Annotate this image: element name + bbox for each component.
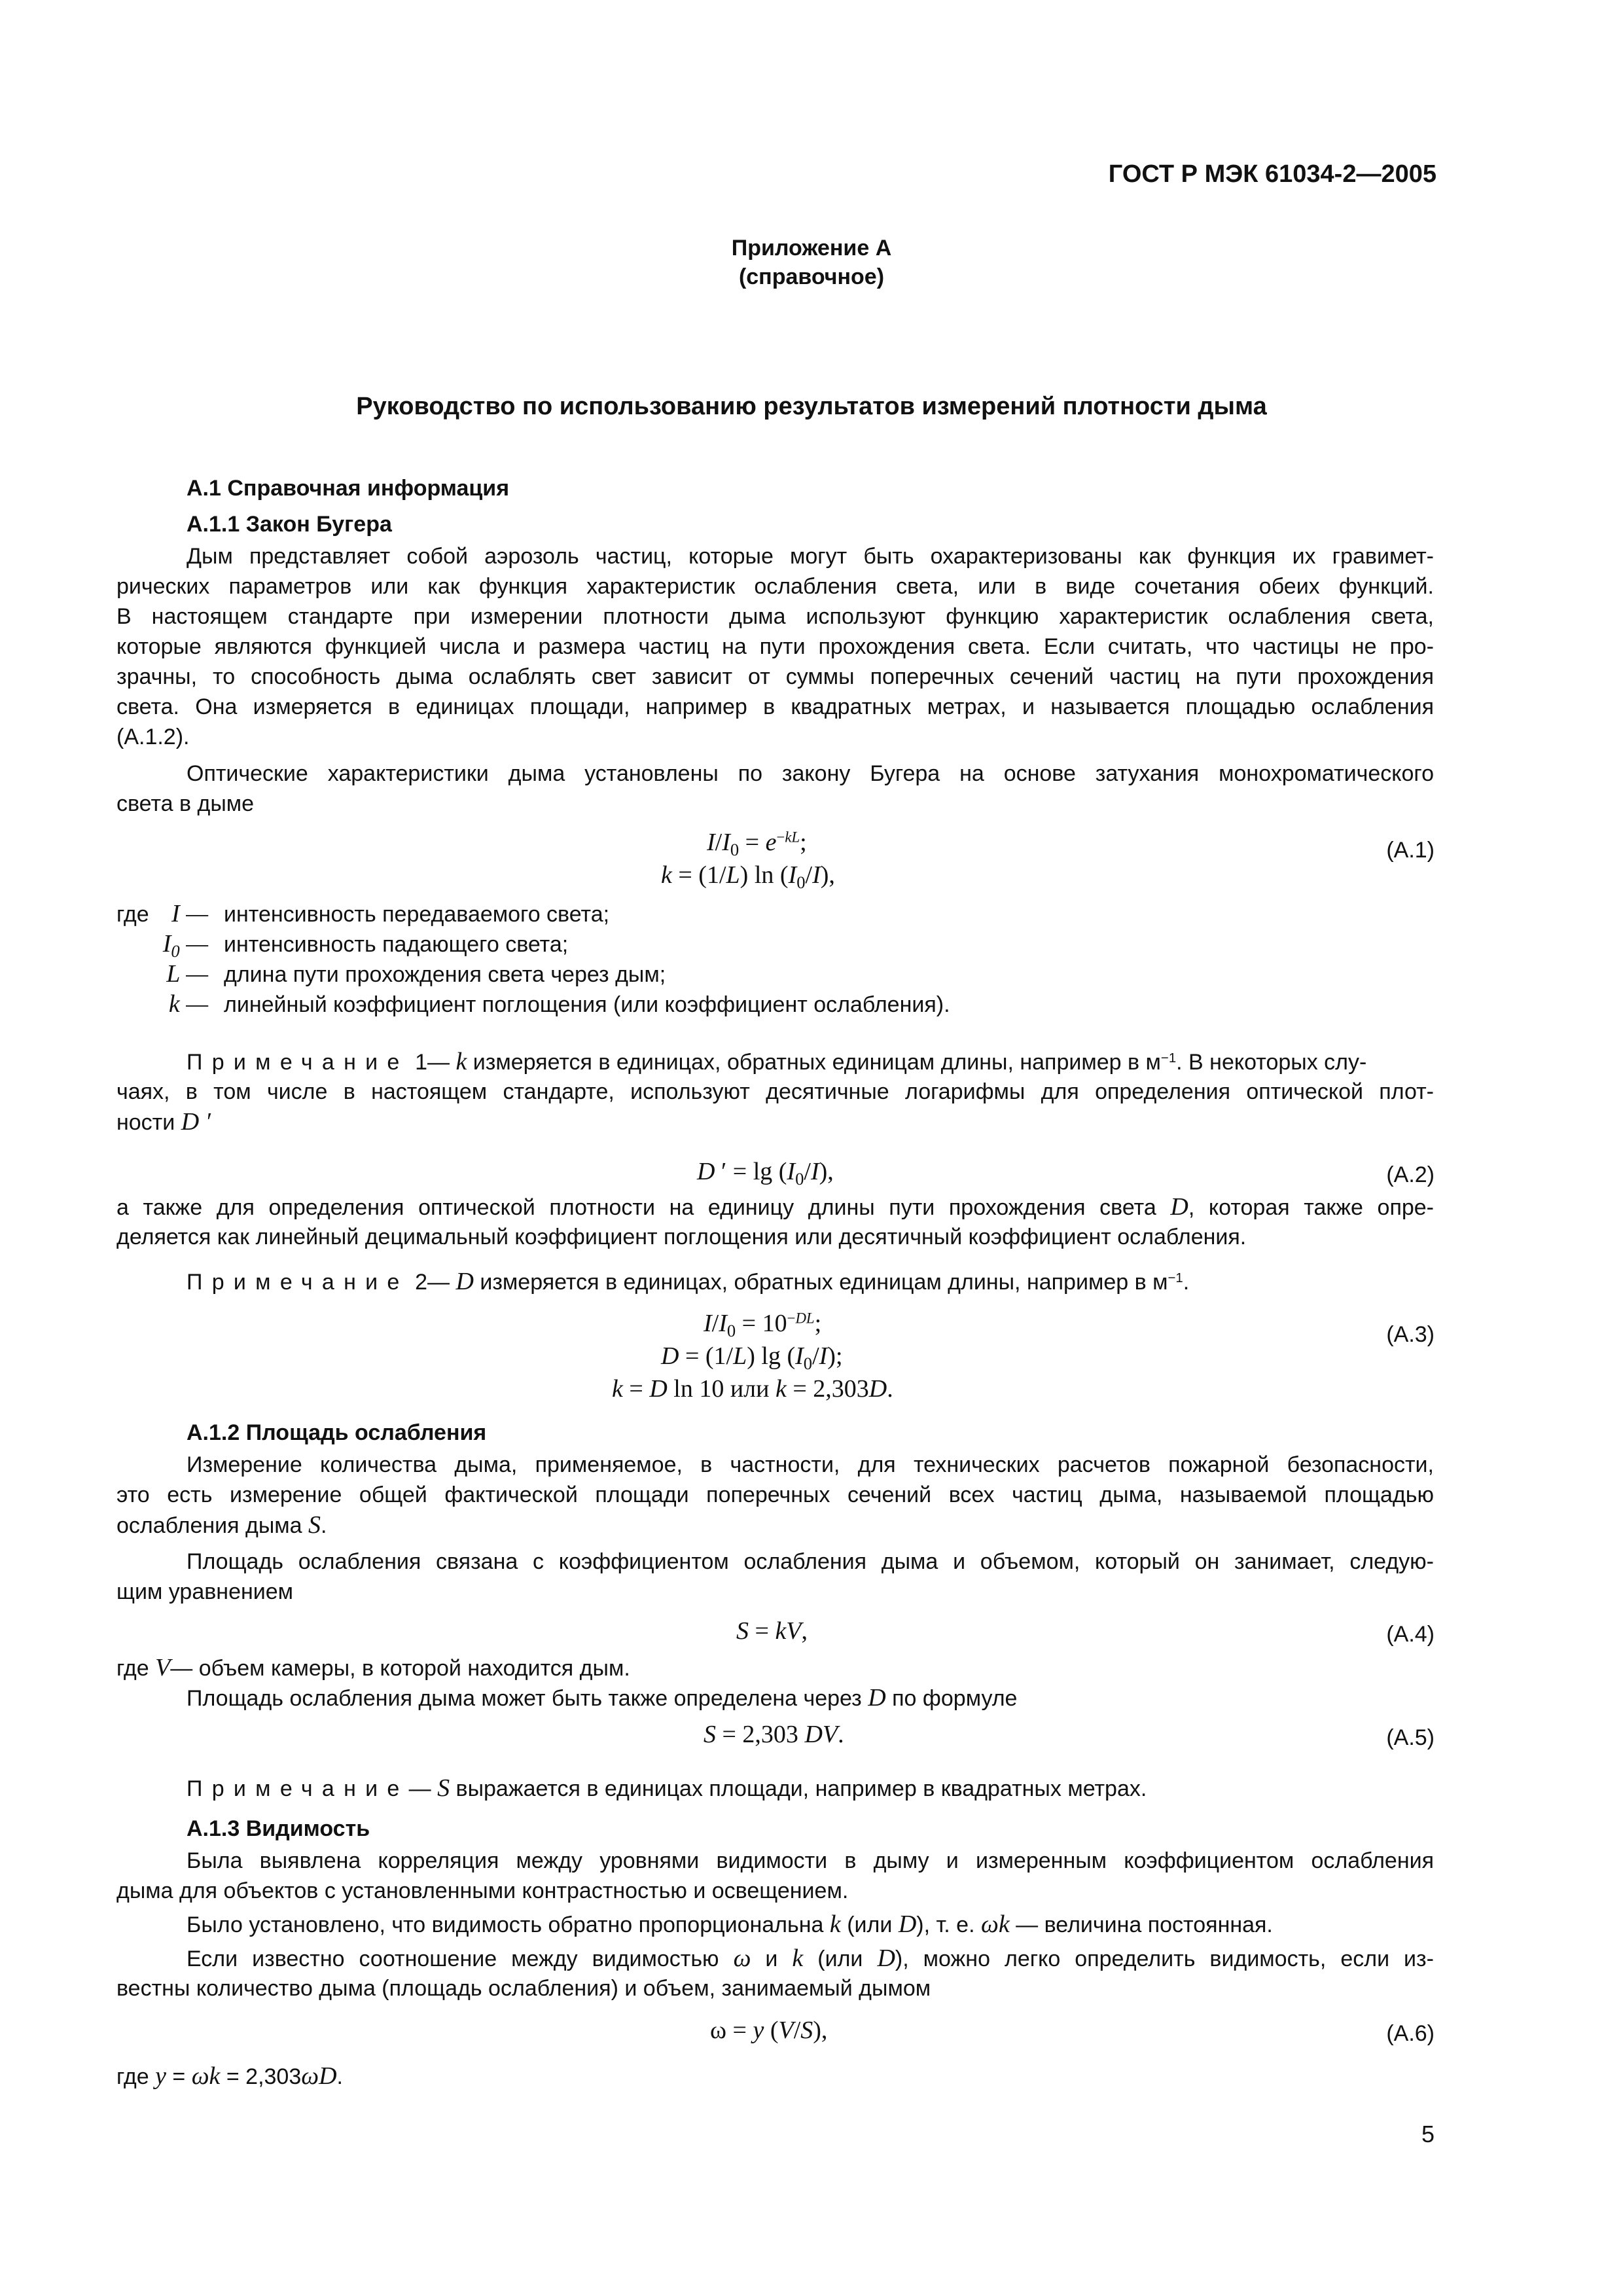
equation-a5: S = 2,303 DV. [704,1721,844,1748]
where-v-line: где V— объем камеры, в которой находится дым. [116,1654,630,1681]
note2-line: Примечание 2— D измеряется в единицах, обратных единицам длины, например в $м^{-1}$. [187,1268,1190,1295]
after-a2-line1: а также для определения оптической плотности на единицу длины пути прохождения света D, которая также опре- [116,1193,1435,1221]
paragraph-line: ослабления дыма S. [116,1511,327,1539]
def-symbol-L: L — [166,960,208,988]
paragraph-line: рических параметров или как функция характеристик ослабления света, или в виде сочетания обеих функций. [116,574,1434,599]
note-text: ности [116,1110,175,1135]
equation-a1-line2: k = (1/L) $\ln (I_0/I)$, [661,861,835,892]
paragraph-line: дыма для объектов с установленными контрастностью и освещением. [116,1878,849,1903]
note-label: Примечание [187,1050,409,1075]
paragraph-text: ), можно легко определить видимость, если из- [895,1946,1434,1971]
paragraph-line: света в дыме [116,791,255,816]
equation-a2-number: (А.2) [1386,1162,1435,1187]
note-text: измеряется в единицах, обратных единицам длины, например в м [473,1050,1161,1075]
final-where-line: где y = ωk = 2,303ωD. [116,2062,343,2090]
equation-a4: S = kV, [736,1617,808,1645]
paragraph-line: (А.1.2). [116,725,190,749]
equation-a6-number: (А.6) [1386,2021,1435,2046]
appendix-title: Приложение А [731,236,892,260]
equation-a5-number: (А.5) [1386,1725,1435,1750]
paragraph-text: (или [847,1912,893,1937]
note-label: Примечание [187,1270,409,1295]
paragraph-line: это есть измерение общей фактической площади поперечных сечений всех частиц дыма, называемой площадью [116,1482,1434,1507]
paragraph-line: Было установлено, что видимость обратно пропорциональна k (или D), т. е. ωk — величина постоянная. [187,1910,1273,1938]
paragraph-line: Оптические характеристики дыма установлены по закону Бугера на основе затухания монохроматического [187,761,1434,786]
equation-a2: D ′ = $\lg (I_0/I)$, [697,1158,834,1189]
paragraph-line: щим уравнением [116,1579,294,1604]
paragraph-text: Площадь ослабления дыма может быть также определена через [187,1686,862,1711]
equation-a3-number: (А.3) [1386,1322,1435,1347]
section-a1-title: А.1 Справочная информация [187,476,510,501]
note3-line: Примечание— S выражается в единицах площади, например в квадратных метрах. [187,1774,1147,1802]
equation-a1-number: (А.1) [1386,838,1435,863]
paragraph-line: Площадь ослабления дыма может быть также определена через D по формуле [187,1684,1018,1712]
note-number: 2 [415,1270,427,1295]
paragraph-text: а также для определения оптической плотности на единицу длины пути прохождения света [116,1195,1156,1220]
paragraph-line: зрачны, то способность дыма ослаблять свет зависит от суммы поперечных сечений частиц на пути прохождения [116,664,1434,689]
def-text: интенсивность передаваемого света; [224,902,610,927]
paragraph-line: В настоящем стандарте при измерении плотности дыма используют функцию характеристик ослабления света, [116,604,1434,629]
equation-a3-line2: D = (1/L) $\lg (I_0/I)$; [661,1342,843,1373]
where-label: где [116,1656,149,1681]
note-label: Примечание [187,1776,409,1801]
paragraph-text: — объем камеры, в которой находится дым. [170,1656,630,1681]
standard-code: ГОСТ Р МЭК 61034-2—2005 [1108,160,1436,188]
def-symbol-I: I — [171,900,208,927]
main-title: Руководство по использованию результатов измерений плотности дыма [356,393,1267,420]
paragraph-text: ), т. е. [916,1912,975,1937]
note-text: выражается в единицах площади, например в квадратных метрах. [455,1776,1147,1801]
equation-a6: ω = y (V/S), [710,2017,828,2044]
paragraph-line: которые являются функцией числа и размера частиц на пути прохождения света. Если считать, что частицы не про- [116,634,1434,659]
note-text: . В некоторых слу- [1176,1050,1367,1075]
paragraph-text: и [765,1946,778,1971]
page-number: 5 [1421,2121,1435,2147]
section-a11-title: А.1.1 Закон Бугера [187,512,392,537]
paragraph-line: Измерение количества дыма, применяемое, в частности, для технических расчетов пожарной безопасности, [187,1452,1434,1477]
after-a2-line2: деляется как линейный децимальный коэффициент поглощения или десятичный коэффициент ослабления. [116,1225,1247,1249]
equation-a1-line1: $I/I_0 = e^{-kL}$; [707,829,807,859]
paragraph-text: — величина постоянная. [1016,1912,1273,1937]
section-a12-title: А.1.2 Площадь ослабления [187,1420,487,1445]
appendix-subtitle: (справочное) [738,264,885,289]
or-word: или [730,1375,770,1403]
equation-a3-line3: k = D ln 10 или k = 2,303D. [612,1375,893,1403]
equation-a4-number: (А.4) [1386,1622,1435,1647]
paragraph-text: Было установлено, что видимость обратно пропорциональна [187,1912,824,1937]
note-number: 1 [415,1050,427,1075]
def-text: интенсивность падающего света; [224,932,569,957]
note1-line1: Примечание 1— k измеряется в единицах, обратных единицам длины, например в $м^{-1}$. В некоторых слу- [187,1048,1367,1075]
paragraph-line: Площадь ослабления связана с коэффициентом ослабления дыма и объемом, который он занимает, следую- [187,1549,1434,1574]
where-label: где [116,902,149,927]
paragraph-line: Если известно соотношение между видимостью ω и k (или D), можно легко определить видимость, если из- [187,1945,1434,1972]
paragraph-line: вестны количество дыма (площадь ослабления) и объем, занимаемый дымом [116,1976,931,2001]
def-text: линейный коэффициент поглощения (или коэффициент ослабления). [224,992,950,1017]
paragraph-text: Если известно соотношение между видимостью [187,1946,719,1971]
equation-a3-line1: $I/I_0 = 10^{-DL}$; [704,1310,822,1340]
paragraph-text: ослабления дыма [116,1513,302,1538]
def-text: длина пути прохождения света через дым; [224,962,666,987]
def-symbol-k: k — [168,990,208,1018]
note1-line2: чаях, в том числе в настоящем стандарте, используют десятичные логарифмы для определения оптической плот- [116,1079,1434,1104]
paragraph-line: света. Она измеряется в единицах площади, например в квадратных метрах, и называется площадью ослабления [116,694,1434,719]
section-a13-title: А.1.3 Видимость [187,1816,370,1841]
note1-line3: ности D ′ [116,1108,211,1136]
where-label: где [116,2064,149,2089]
paragraph-text: (или [817,1946,863,1971]
note-text: измеряется в единицах, обратных единицам длины, например в м [480,1270,1168,1295]
paragraph-line: Была выявлена корреляция между уровнями видимости в дыму и измеренным коэффициентом ослабления [187,1848,1434,1873]
paragraph-line: Дым представляет собой аэрозоль частиц, которые могут быть охарактеризованы как функция их гравимет- [187,544,1434,569]
def-symbol-I0: $I_0$ — [162,930,208,961]
paragraph-text: , которая также опре- [1188,1195,1435,1220]
paragraph-text: по формуле [892,1686,1018,1711]
